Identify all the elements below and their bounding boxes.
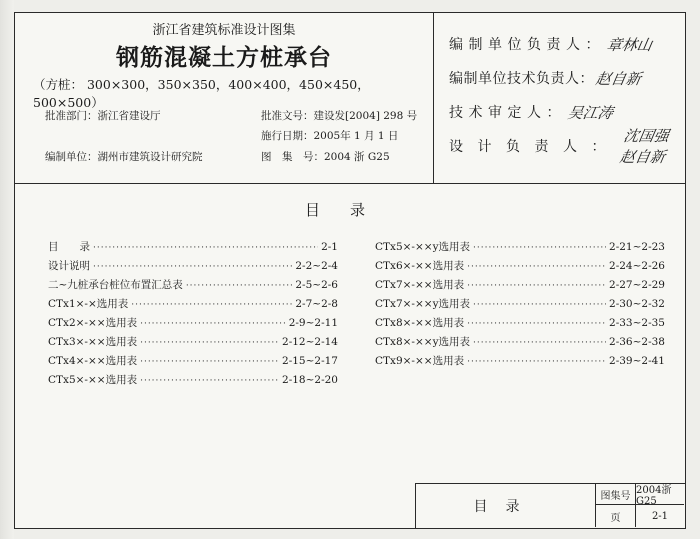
title-block (415, 483, 685, 528)
approval-department: 批准部门：浙江省建设厅 (45, 110, 161, 122)
series-name: 浙江省建筑标准设计图集 (152, 23, 296, 38)
signature-label: 技术审定人： (449, 105, 566, 121)
sheet-header (15, 13, 685, 184)
toc-entry-page: 2-36~2-38 (609, 336, 665, 348)
toc-entry-page: 2-33~2-35 (609, 317, 665, 329)
toc-entry (375, 353, 665, 372)
toc-entry-label: CTx9×-××选用表 (375, 355, 465, 367)
toc-entry-page: 2-24~2-26 (609, 260, 665, 272)
toc-entry-page: 2-12~2-14 (282, 336, 338, 348)
toc-entry-label: CTx8×-××y选用表 (375, 336, 471, 348)
signature-row (449, 99, 685, 125)
toc-entry (48, 372, 338, 391)
toc-entry-page: 2-15~2-17 (282, 355, 338, 367)
toc-entry-page: 2-21~2-23 (609, 241, 665, 253)
toc-entry (48, 258, 338, 277)
leader-dots (467, 262, 606, 272)
leader-dots (93, 243, 318, 253)
leader-dots (140, 338, 279, 348)
page-label: 页 (596, 505, 636, 527)
toc-entry-label: CTx3×-××选用表 (48, 336, 138, 348)
toc-entry-label: 目 录 (48, 241, 90, 253)
toc-entry-label: CTx1×-×选用表 (48, 298, 129, 310)
toc-entry-label: CTx8×-××选用表 (375, 317, 465, 329)
atlas-number-value: 2004浙G25 (636, 484, 684, 505)
toc-entry (375, 277, 665, 296)
toc-entry-page: 2-39~2-41 (609, 355, 665, 367)
signature-label: 编制单位负责人： (449, 37, 605, 53)
leader-dots (467, 319, 606, 329)
toc-entry (375, 315, 665, 334)
leader-dots (473, 243, 606, 253)
toc-entry-page: 2-9~2-11 (288, 317, 338, 329)
header-info (15, 13, 434, 183)
leader-dots (140, 357, 279, 367)
toc-entry-label: CTx4×-××选用表 (48, 355, 138, 367)
toc-entry-page: 2-1 (321, 241, 338, 253)
toc-entry (48, 315, 338, 334)
toc-entry-page: 2-30~2-32 (609, 298, 665, 310)
toc-heading: 目录 (304, 201, 395, 219)
toc-entry-label: 二~九桩承台桩位布置汇总表 (48, 279, 183, 291)
page-title: 钢筋混凝土方桩承台 (116, 44, 332, 71)
handwritten-signature: 章林山 (605, 35, 654, 54)
toc-entry (48, 239, 338, 258)
leader-dots (140, 376, 279, 386)
toc-entry-label: CTx2×-××选用表 (48, 317, 138, 329)
handwritten-signature: 沈国强 赵自新 (618, 127, 671, 166)
toc-entry (375, 239, 665, 258)
toc-entry-page: 2-27~2-29 (609, 279, 665, 291)
pile-sizes: （方桩： 300×300，350×350，400×400，450×450，500×500） (33, 77, 370, 110)
toc-entry (48, 334, 338, 353)
drawing-sheet (14, 12, 686, 529)
toc-entry-label: 设计说明 (48, 260, 90, 272)
atlas-number: 图 集 号：2004 浙 G25 (261, 151, 390, 163)
signature-label: 编制单位技术负责人： (449, 71, 594, 87)
toc-entry (48, 296, 338, 315)
signature-row (449, 31, 685, 57)
leader-dots (473, 300, 606, 310)
page-number: 2-1 (651, 510, 669, 522)
leader-dots (131, 300, 292, 310)
toc-column-left (48, 239, 338, 391)
signature-row (449, 127, 685, 166)
leader-dots (140, 319, 286, 329)
toc-entry-page: 2-5~2-6 (295, 279, 338, 291)
toc-column-right (375, 239, 665, 372)
leader-dots (467, 281, 606, 291)
handwritten-signature: 赵自新 (594, 69, 643, 88)
toc-entry (375, 296, 665, 315)
effective-date: 施行日期：2005年 1 月 1 日 (261, 130, 399, 142)
toc-entry-page: 2-18~2-20 (282, 374, 338, 386)
toc-entry (375, 258, 665, 277)
signature-label: 设计负责人： (449, 139, 620, 155)
toc-entry (48, 277, 338, 296)
signature-row (449, 65, 685, 91)
leader-dots (467, 357, 606, 367)
leader-dots (186, 281, 293, 291)
toc-entry-label: CTx7×-××y选用表 (375, 298, 471, 310)
handwritten-signature: 吴江涛 (566, 103, 615, 122)
approval-number: 批准文号：建设发[2004] 298 号 (261, 110, 418, 122)
toc-entry-label: CTx6×-××选用表 (375, 260, 465, 272)
atlas-number-label: 图集号 (596, 484, 636, 505)
leader-dots (473, 338, 606, 348)
toc-entry-page: 2-2~2-4 (295, 260, 338, 272)
compiling-unit: 编制单位：湖州市建筑设计研究院 (45, 151, 203, 163)
toc-entry-label: CTx5×-××选用表 (48, 374, 138, 386)
signature-panel (435, 13, 685, 183)
toc-entry-label: CTx5×-××y选用表 (375, 241, 471, 253)
toc-entry-page: 2-7~2-8 (295, 298, 338, 310)
toc-entry (48, 353, 338, 372)
toc-entry (375, 334, 665, 353)
title-block-name: 目录 (416, 484, 596, 527)
toc-entry-label: CTx7×-××选用表 (375, 279, 465, 291)
leader-dots (93, 262, 292, 272)
scan-edge (0, 0, 14, 539)
